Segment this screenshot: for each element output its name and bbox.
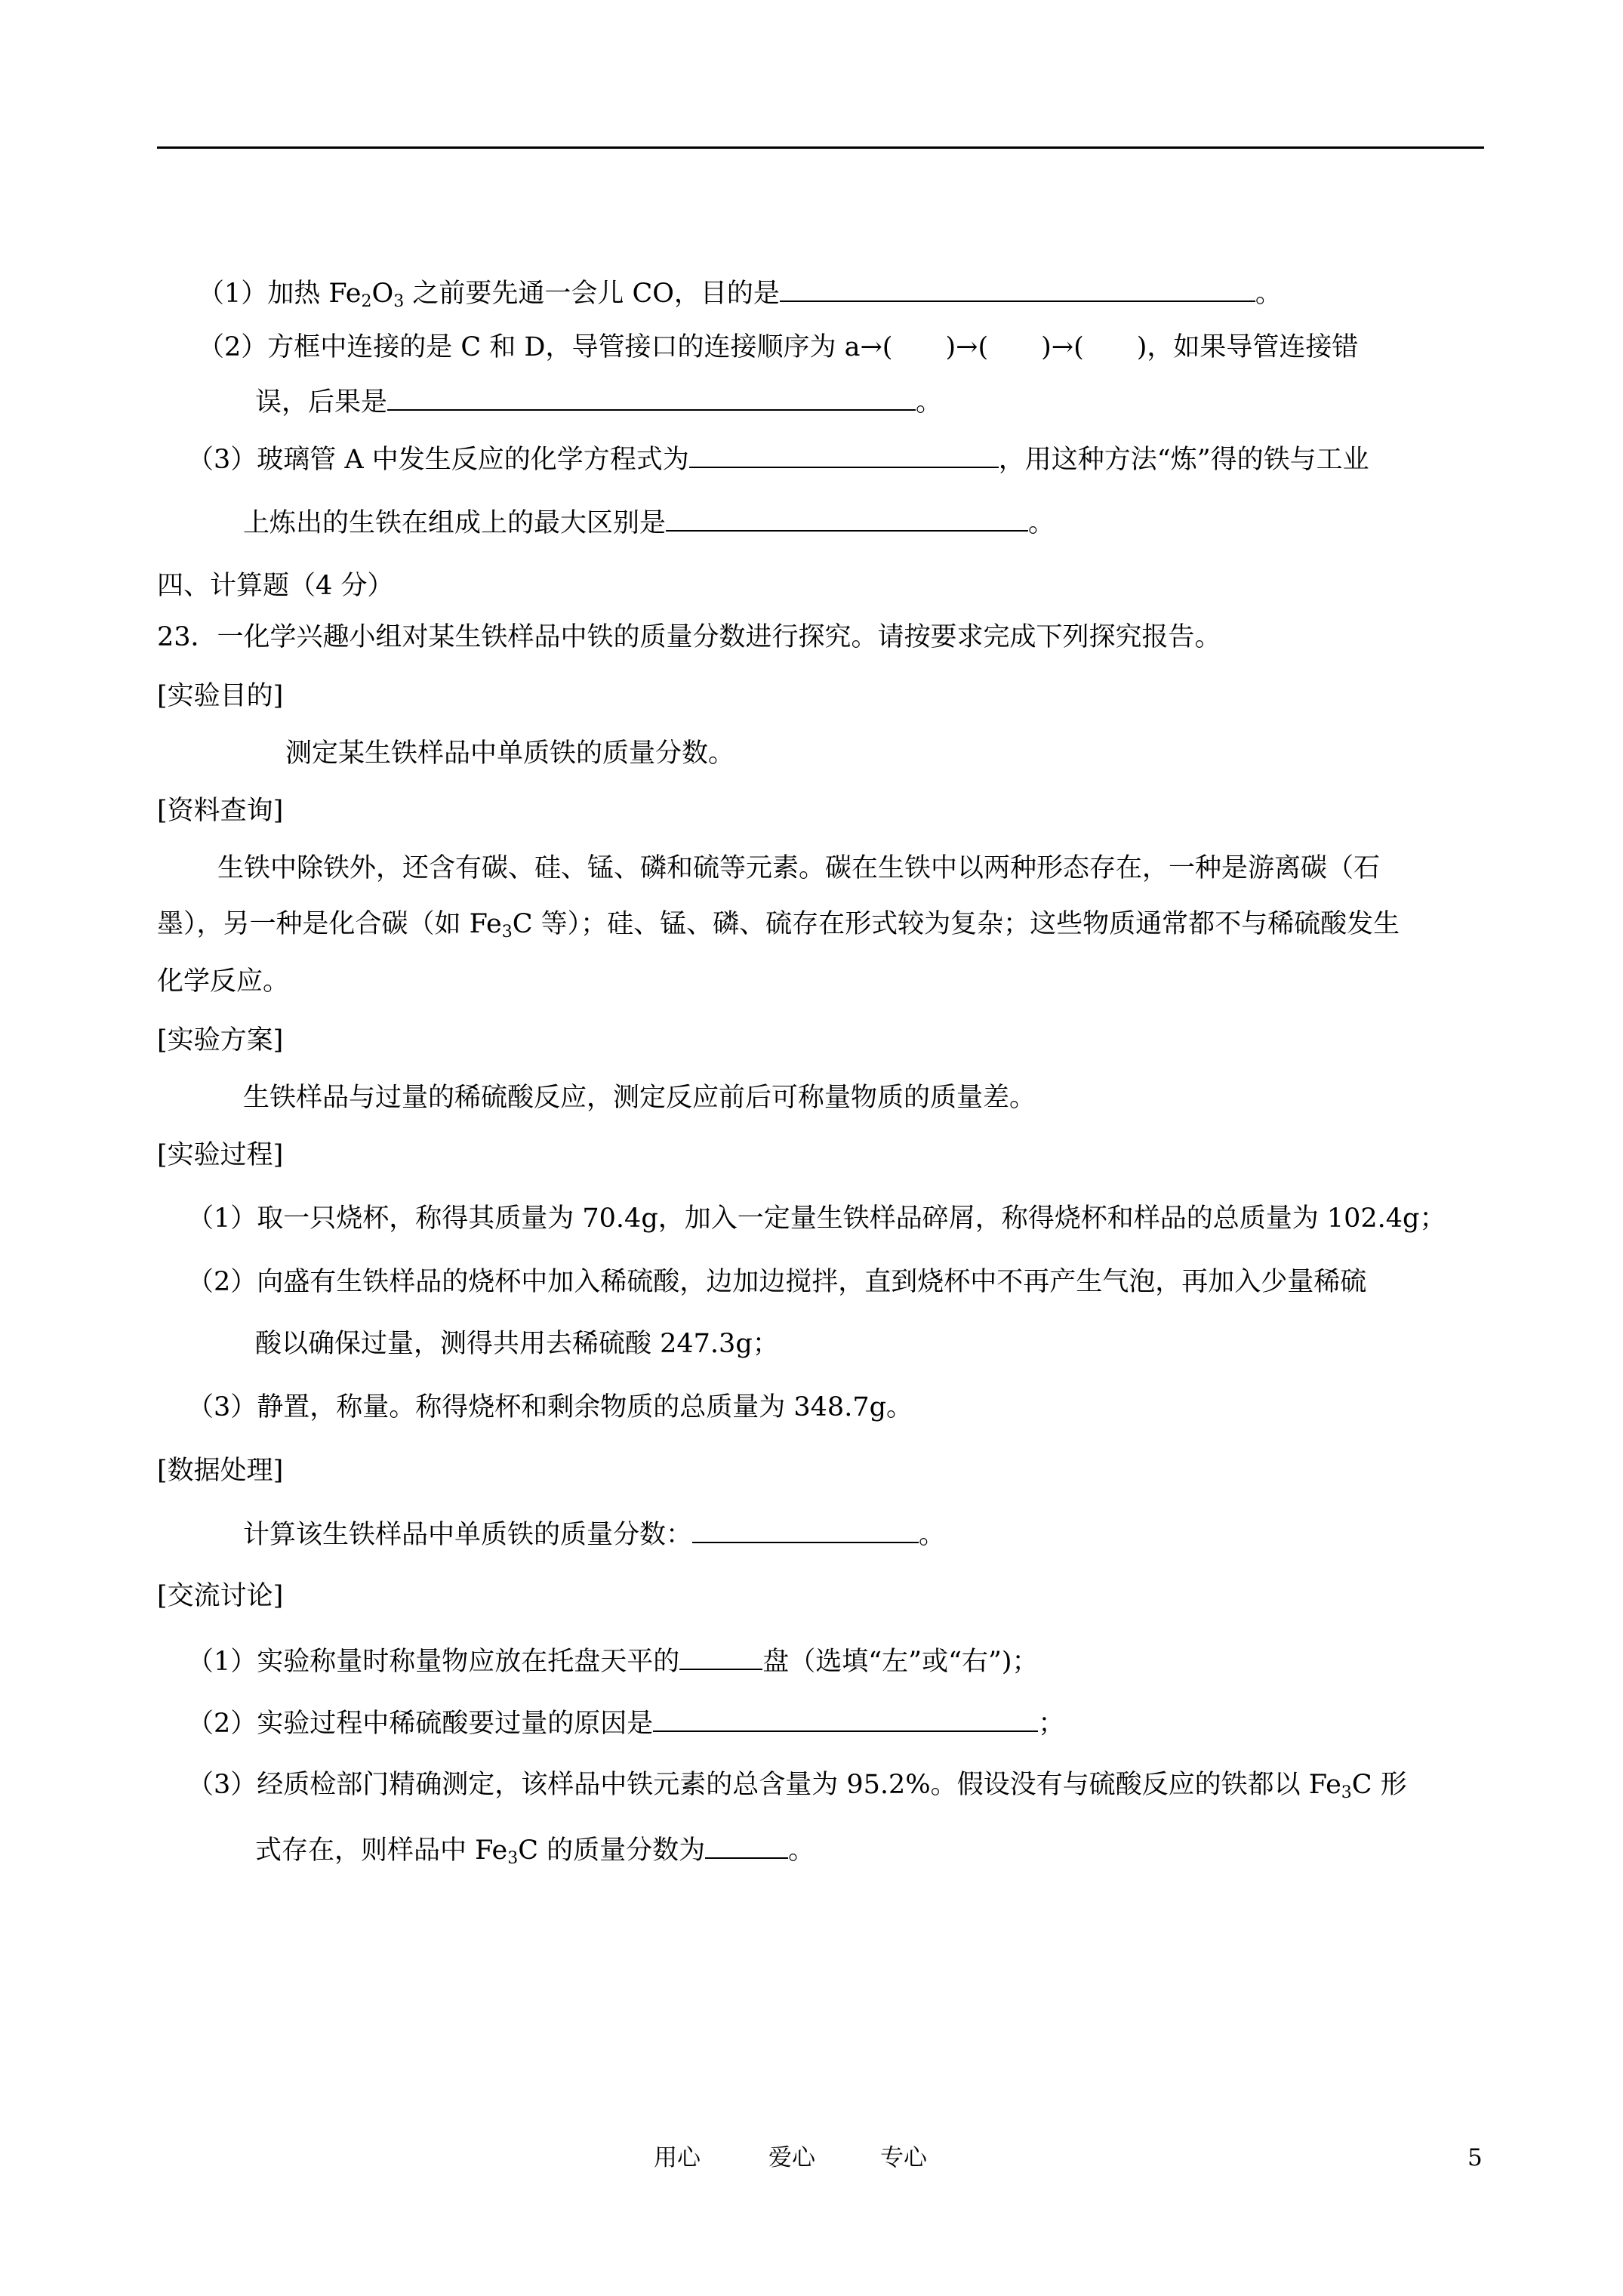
- discussion-q1: [187, 1641, 1039, 1680]
- plan-heading: [实验方案]: [157, 1025, 284, 1056]
- q22-part1: [198, 273, 1282, 320]
- data-question: [243, 1515, 945, 1553]
- info-line-1: 生铁中除铁外，还含有碳、硅、锰、磷和硫等元素。碳在生铁中以两种形态存在，一种是游离碳（石: [217, 853, 1381, 883]
- section-heading: 四、计算题（4 分）: [157, 571, 394, 601]
- footer-slogan-2: 爱心: [768, 2144, 815, 2171]
- discussion-text: （3）经质检部门精确测定，该样品中铁元素的总含量为 95.2%。假设没有与硫酸反应的铁都以 Fe: [187, 1770, 1341, 1800]
- q22-part2-text: 误，后果是: [255, 387, 388, 418]
- answer-blank[interactable]: [679, 1641, 762, 1670]
- header-rule: [157, 146, 1484, 149]
- punctuation: 。: [788, 1835, 815, 1866]
- discussion-text: （1）实验称量时称量物应放在托盘天平的: [187, 1647, 680, 1677]
- discussion-q3-line2: [255, 1830, 815, 1877]
- punctuation: 。: [916, 387, 943, 418]
- subscript: 3: [1341, 1783, 1352, 1802]
- answer-blank[interactable]: [387, 382, 916, 411]
- aim-text: 测定某生铁样品中单质铁的质量分数。: [285, 738, 735, 769]
- q23-intro: 23．一化学兴趣小组对某生铁样品中铁的质量分数进行探究。请按要求完成下列探究报告。: [157, 622, 1221, 652]
- q22-part1-text: O: [371, 279, 394, 309]
- plan-text: 生铁样品与过量的稀硫酸反应，测定反应前后可称量物质的质量差。: [243, 1083, 1036, 1113]
- procedure-step-2-line2: 酸以确保过量，测得共用去稀硫酸 247.3g；: [255, 1329, 779, 1359]
- q22-part3-text: ，用这种方法“炼”得的铁与工业: [998, 445, 1369, 475]
- answer-blank[interactable]: [692, 1515, 919, 1543]
- answer-blank[interactable]: [780, 273, 1255, 302]
- q22-part2-line1: （2）方框中连接的是 C 和 D，导管接口的连接顺序为 a→( )→( )→( )，如果导管连接错: [198, 332, 1359, 362]
- q22-part3-text: 上炼出的生铁在组成上的最大区别是: [243, 508, 667, 538]
- subscript: 3: [507, 1849, 519, 1868]
- discussion-text: C 的质量分数为: [518, 1835, 706, 1866]
- discussion-heading: [交流讨论]: [157, 1581, 284, 1611]
- discussion-text: C 形: [1351, 1770, 1407, 1800]
- punctuation: 。: [919, 1520, 946, 1550]
- aim-heading: [实验目的]: [157, 681, 284, 711]
- info-line-2: [157, 906, 1400, 951]
- answer-blank[interactable]: [705, 1830, 788, 1859]
- answer-blank[interactable]: [689, 439, 999, 468]
- footer-slogan-3: 专心: [880, 2144, 927, 2171]
- discussion-text: 盘（选填“左”或“右”)；: [762, 1647, 1039, 1677]
- subscript: 3: [393, 292, 405, 311]
- discussion-text: （2）实验过程中稀硫酸要过量的原因是: [187, 1709, 654, 1739]
- subscript: 3: [501, 923, 513, 942]
- q22-part3-line1: [187, 439, 1369, 478]
- subscript: 2: [361, 292, 372, 311]
- discussion-q3-line1: [187, 1767, 1407, 1811]
- data-text: 计算该生铁样品中单质铁的质量分数：: [243, 1520, 693, 1550]
- q22-part3-line2: [243, 503, 1055, 541]
- q22-part1-text: （1）加热 Fe: [198, 279, 362, 309]
- punctuation: 。: [1255, 279, 1282, 309]
- punctuation: ；: [1038, 1709, 1065, 1739]
- answer-blank[interactable]: [666, 503, 1028, 532]
- q22-part3-text: （3）玻璃管 A 中发生反应的化学方程式为: [187, 445, 689, 475]
- procedure-step-1: （1）取一只烧杯，称得其质量为 70.4g，加入一定量生铁样品碎屑，称得烧杯和样品的总质量为 102.4g；: [187, 1203, 1446, 1234]
- q22-part2-line2: [255, 382, 942, 421]
- procedure-heading: [实验过程]: [157, 1140, 284, 1170]
- info-heading: [资料查询]: [157, 796, 284, 826]
- page-number: 5: [1467, 2144, 1483, 2171]
- procedure-step-3: （3）静置，称量。称得烧杯和剩余物质的总质量为 348.7g。: [187, 1392, 913, 1422]
- procedure-step-2-line1: （2）向盛有生铁样品的烧杯中加入稀硫酸，边加边搅拌，直到烧杯中不再产生气泡，再加入少量稀硫: [187, 1267, 1367, 1297]
- punctuation: 。: [1028, 508, 1055, 538]
- discussion-text: 式存在，则样品中 Fe: [255, 1835, 508, 1866]
- info-text: C 等）；硅、锰、磷、硫存在形式较为复杂；这些物质通常都不与稀硫酸发生: [512, 909, 1400, 939]
- data-heading: [数据处理]: [157, 1456, 284, 1486]
- discussion-q2: [187, 1703, 1064, 1742]
- answer-blank[interactable]: [653, 1703, 1038, 1732]
- info-line-3: 化学反应。: [157, 966, 290, 997]
- info-text: 墨），另一种是化合碳（如 Fe: [157, 909, 502, 939]
- q22-part1-text: 之前要先通一会儿 CO，目的是: [404, 279, 780, 309]
- footer-slogan-1: 用心: [654, 2144, 701, 2171]
